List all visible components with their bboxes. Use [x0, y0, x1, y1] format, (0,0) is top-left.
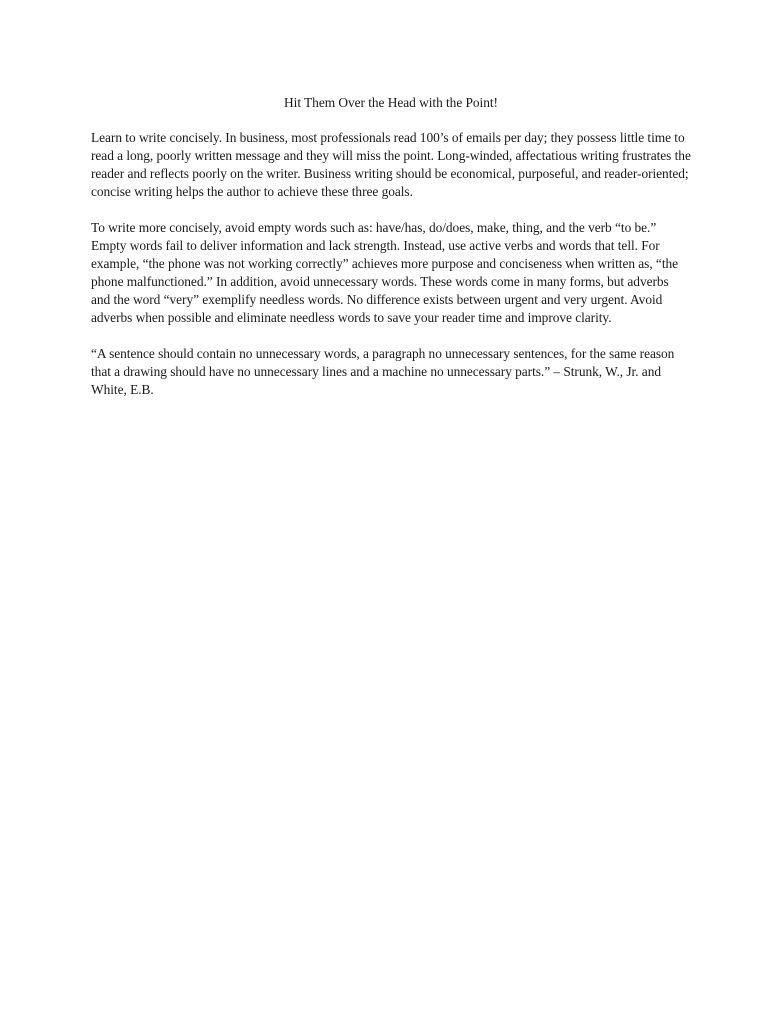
paragraph-strunk-quote: “A sentence should contain no unnecessary words, a paragraph no unnecessary sentences, for the same reason that a drawing should have no unnecessary lines and a machine no unnecessary parts.” – Strunk, W., Jr. and White, E.B.: [91, 346, 675, 397]
document-title: Hit Them Over the Head with the Point!: [284, 95, 498, 110]
paragraph-empty-words: To write more concisely, avoid empty words such as: have/has, do/does, make, thing, and the verb “to be.” Empty words fail to deliver information and lack strength. Instead, use active verbs and words that tell. For example, “the phone was not working correctly” achieves more purpose and conciseness when written as, “the phone malfunctioned.” In addition, avoid unnecessary words. These words come in many forms, but adverbs and the word “very” exemplify needless words. No difference exists between urgent and very urgent. Avoid adverbs when possible and eliminate needless words to save your reader time and improve clarity.: [91, 220, 679, 325]
paragraph-concise-writing: Learn to write concisely. In business, most professionals read 100’s of emails per day; they possess little time to read a long, poorly written message and they will miss the point. Long-winded, affectatious writing frustrates the reader and reflects poorly on the writer. Business writing should be economical, purposeful, and reader-oriented; concise writing helps the author to achieve these three goals.: [91, 130, 691, 199]
document-body: [91, 94, 691, 417]
